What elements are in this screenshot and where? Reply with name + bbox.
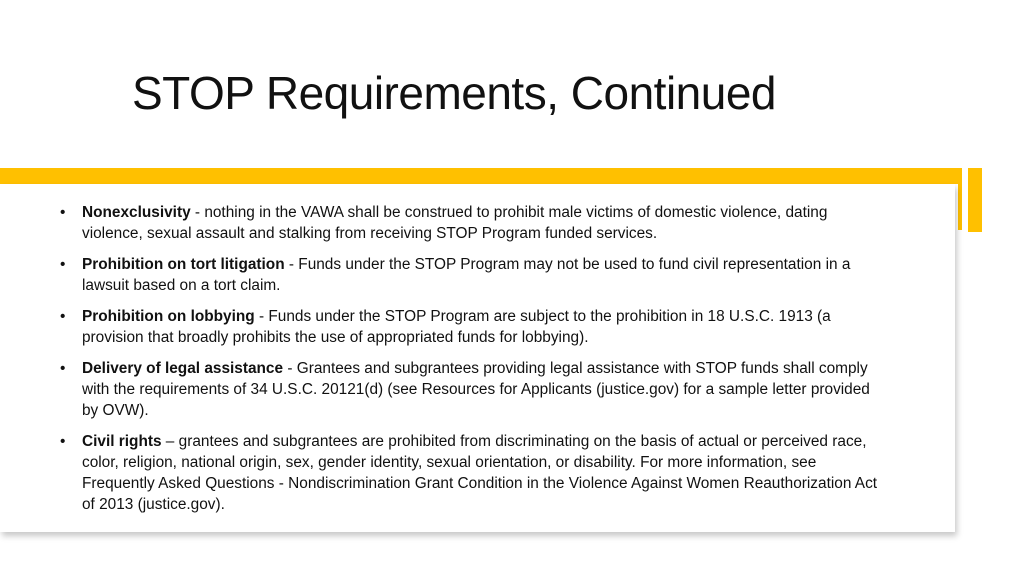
bullet-dot-icon: • bbox=[60, 204, 66, 221]
slide-title: STOP Requirements, Continued bbox=[132, 67, 776, 119]
list-item bbox=[60, 254, 890, 296]
accent-bar-vertical-thick bbox=[968, 168, 982, 232]
bullet-dot-icon: • bbox=[60, 256, 66, 273]
bullet-dot-icon: • bbox=[60, 308, 66, 325]
bullet-list bbox=[60, 202, 890, 525]
bullet-text: – grantees and subgrantees are prohibited from discriminating on the basis of actual or perceived race, color, religion, national origin, sex, gender identity, sexual orientation, or disability. For more information, see Frequently Asked Questions - Nondiscrimination Grant Condition in the Violence Against Women Reauthorization Act of 2013 (justice.gov). bbox=[82, 433, 878, 513]
bullet-text: - Grantees and subgrantees providing legal assistance with STOP funds shall comply with the requirements of 34 U.S.C. 20121(d) (see Resources for Applicants (justice.gov) for a sample letter provided by OVW). bbox=[82, 360, 870, 419]
bullet-text: - Funds under the STOP Program are subject to the prohibition in 18 U.S.C. 1913 (a provision that broadly prohibits the use of appropriated funds for lobbying). bbox=[82, 308, 831, 346]
list-item bbox=[60, 202, 890, 244]
bullet-term: Nonexclusivity bbox=[82, 204, 191, 221]
bullet-dot-icon: • bbox=[60, 433, 66, 450]
accent-bar-vertical-thin bbox=[958, 168, 962, 230]
bullet-text: - Funds under the STOP Program may not be used to fund civil representation in a lawsuit based on a tort claim. bbox=[82, 256, 851, 294]
bullet-dot-icon: • bbox=[60, 360, 66, 377]
bullet-text: - nothing in the VAWA shall be construed to prohibit male victims of domestic violence, dating violence, sexual assault and stalking from receiving STOP Program funded services. bbox=[82, 204, 828, 242]
bullet-term: Delivery of legal assistance bbox=[82, 360, 284, 377]
list-item bbox=[60, 431, 890, 515]
bullet-term: Prohibition on tort litigation bbox=[82, 256, 285, 273]
bullet-term: Civil rights bbox=[82, 433, 162, 450]
list-item bbox=[60, 306, 890, 348]
accent-bar-horizontal bbox=[0, 168, 958, 184]
list-item bbox=[60, 358, 890, 421]
bullet-term: Prohibition on lobbying bbox=[82, 308, 255, 325]
